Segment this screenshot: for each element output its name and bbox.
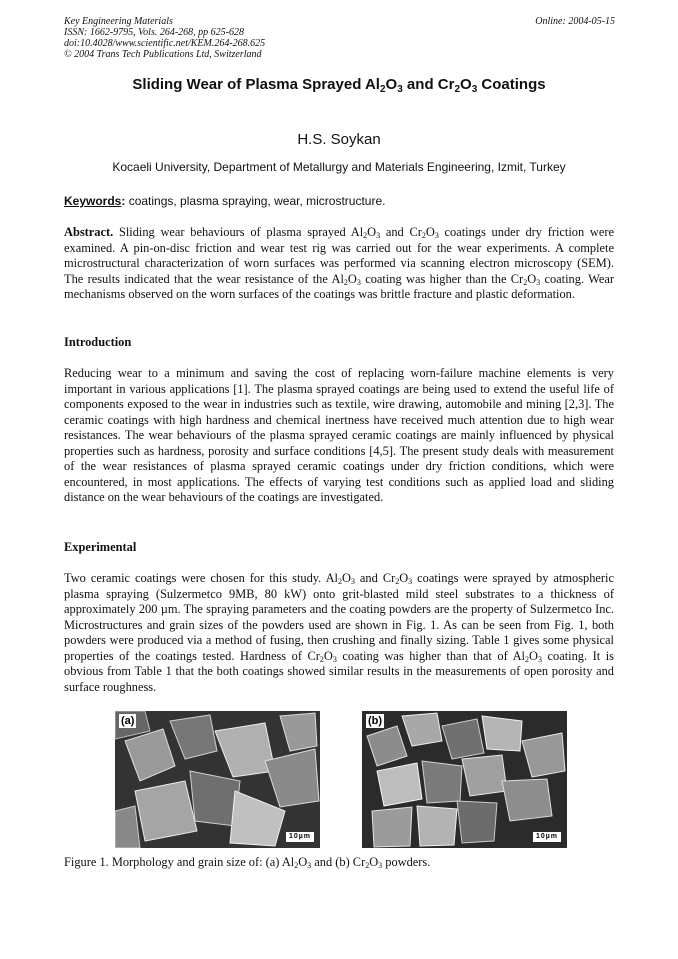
panel-label-a: (a) (121, 715, 135, 727)
introduction-heading: Introduction (64, 335, 132, 349)
issn-line: ISSN: 1662-9795, Vols. 264-268, pp 625-628 (64, 27, 244, 38)
experimental-text: Two ceramic coatings were chosen for this study. $Al_2O_3$ and $Cr_2O_3$ coatings were sprayed by atmospheric plasma spraying (Sulzermetco 9MB, 80 kW) onto grit-blasted mild steel substrates to a thickness of approximately 200 µm. The spraying parameters and the coating powders are the property of Sulzermetco Inc. Microstructures and grain sizes of the powders used are shown in Fig. 1. As can be seen from Fig. 1, both powders were produced via a method of fusing, then crushing and finally sizing. Table 1 gives some physical properties of the coatings tested. Hardness of $Cr_2O_3$ coating was higher than that of $Al_2O_3$ coating. It is obvious from Table 1 that the both coatings showed similar results in the measurements of open porosity and surface roughness. (64, 571, 614, 694)
panel-label-b: (b) (368, 715, 383, 727)
scale-bar-a: 10µm (286, 832, 314, 842)
online-date: Online: 2004-05-15 (535, 16, 615, 27)
scale-bar-b: 10µm (533, 832, 561, 842)
sem-image-a (115, 711, 320, 848)
copyright-line: © 2004 Trans Tech Publications Ltd, Switzerland (64, 49, 262, 60)
abstract-label: Abstract. (64, 225, 114, 239)
figure-panel-b (362, 711, 567, 848)
paper-title: Sliding Wear of Plasma Sprayed $Al_2O_3$ and $Cr_2O_3$ Coatings (132, 76, 546, 95)
sem-image-b (362, 711, 567, 848)
abstract: Abstract. Sliding wear behaviours of plasma sprayed $Al_2O_3$ and $Cr_2O_3$ coatings under dry friction were examined. A pin-on-disc friction and wear test rig was carried out for the wear experiments. A complete microstructural characterization of worn surfaces was performed via scanning electron microscopy (SEM). The results indicated that the wear resistance of the $Al_2O_3$ coating was higher than the $Cr_2O_3$ coating. Wear mechanisms observed on the worn surfaces of the coatings was brittle fracture and plastic deformation. (64, 225, 614, 301)
keywords-label: Keywords (64, 194, 122, 208)
figure-panel-a (115, 711, 320, 848)
author-affiliation: Kocaeli University, Department of Metallurgy and Materials Engineering, Izmit, Turkey (112, 160, 566, 174)
experimental-heading: Experimental (64, 540, 137, 554)
keywords-text: coatings, plasma spraying, wear, microstructure. (125, 194, 386, 208)
introduction-text: Reducing wear to a minimum and saving the cost of replacing worn-failure machine elements is very important in various applications [1]. The plasma sprayed coatings are being used to extend the useful life of components exposed to the wear in industries such as textile, wire drawing, automobile and mining [2,3]. The ceramic coatings with high hardness and chemical inertness have received much attention due to high wear resistances. The wear behaviours of the plasma sprayed ceramic coatings are mainly influenced by physical properties such as hardness, porosity and surface conditions [4,5]. The present study deals with measurement of the wear resistances of plasma sprayed ceramic coatings under dry friction conditions, which were encountered, in most applications. The effects of varying test conditions such as applied load and sliding distance on the wear behaviours of the coatings are investigated. (64, 366, 614, 504)
author-name: H.S. Soykan (297, 131, 381, 148)
journal-header (64, 16, 265, 60)
keywords: Keywords: coatings, plasma spraying, wear, microstructure. (64, 194, 386, 208)
doi-line[interactable]: doi:10.4028/www.scientific.net/KEM.264-268.625 (64, 38, 266, 49)
journal-name: Key Engineering Materials (64, 16, 173, 27)
figure-caption: Figure 1. Morphology and grain size of: (a) $Al_2O_3$ and (b) $Cr_2O_3$ powders. (64, 855, 431, 870)
